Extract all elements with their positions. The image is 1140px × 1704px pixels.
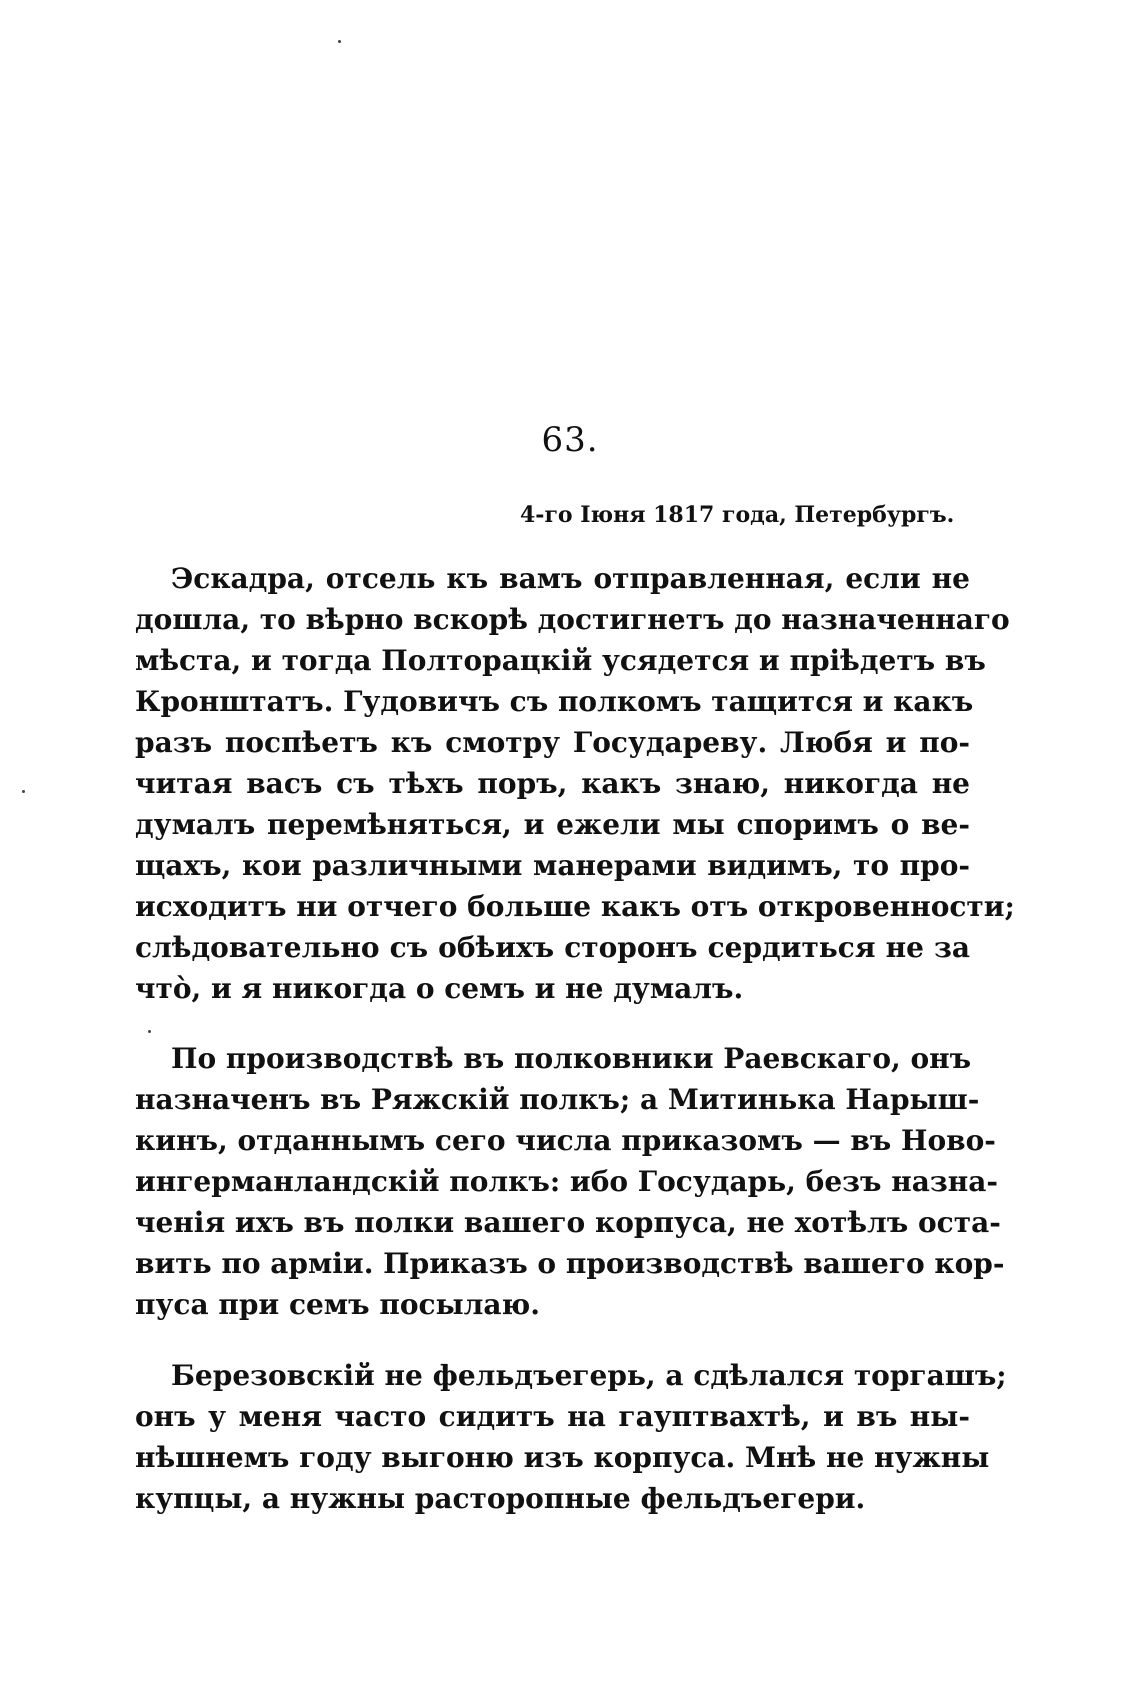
text-line: слѣдовательно съ обѣихъ сторонъ сердиться не за: [135, 931, 970, 964]
paragraph-2: [135, 1038, 1005, 1325]
letter-number: 63.: [541, 420, 599, 460]
dateline: 4-го Іюня 1817 года, Петербургъ.: [520, 502, 955, 528]
text-line: назначенъ въ Ряжскій полкъ; а Митинька Нарыш-: [135, 1083, 980, 1116]
text-line: щахъ, кои различными манерами видимъ, то про-: [135, 849, 970, 882]
text-line: Кронштатъ. Гудовичъ съ полкомъ тащится и какъ: [135, 685, 974, 718]
text-line: ингерманландскій полкъ: ибо Государь, безъ назна-: [135, 1165, 999, 1198]
text-line: нѣшнемъ году выгоню изъ корпуса. Мнѣ не нужны: [135, 1441, 990, 1474]
text-line: кинъ, отданнымъ сего числа приказомъ — въ Ново-: [135, 1124, 996, 1157]
text-line: исходитъ ни отчего больше какъ отъ откровенности;: [135, 890, 1015, 923]
text-line: По производствѣ въ полковники Раевскаго, онъ: [171, 1042, 972, 1075]
text-line: дошла, то вѣрно вскорѣ достигнетъ до назначеннаго: [135, 603, 1010, 636]
text-line: думалъ перемѣняться, и ежели мы споримъ о ве-: [135, 808, 970, 841]
paragraph-3: [135, 1355, 1007, 1519]
scan-speck: [338, 40, 341, 43]
text-line: мѣста, и тогда Полторацкій усядется и пріѣдетъ въ: [135, 644, 986, 677]
text-line: Эскадра, отсель къ вамъ отправленная, если не: [171, 562, 970, 595]
text-line: что̀, и я никогда о семъ и не думалъ.: [135, 972, 744, 1005]
text-line: онъ у меня часто сидитъ на гауптвахтѣ, и въ ны-: [135, 1400, 970, 1433]
text-line: вить по арміи. Приказъ о производствѣ вашего кор-: [135, 1247, 1005, 1280]
text-line: читая васъ съ тѣхъ поръ, какъ знаю, никогда не: [135, 767, 970, 800]
text-line: купцы, а нужны расторопные фельдъегери.: [135, 1482, 866, 1515]
text-line: ченія ихъ въ полки вашего корпуса, не хотѣлъ оста-: [135, 1206, 1001, 1239]
text-line: Березовскій не фельдъегерь, а сдѣлался торгашъ;: [171, 1359, 1007, 1392]
scan-speck: [22, 790, 25, 793]
text-line: пуса при семъ посылаю.: [135, 1288, 540, 1321]
scan-speck: [148, 1030, 151, 1033]
text-line: разъ поспѣетъ къ смотру Государеву. Любя и по-: [135, 726, 970, 759]
paragraph-1: [135, 558, 1015, 1009]
